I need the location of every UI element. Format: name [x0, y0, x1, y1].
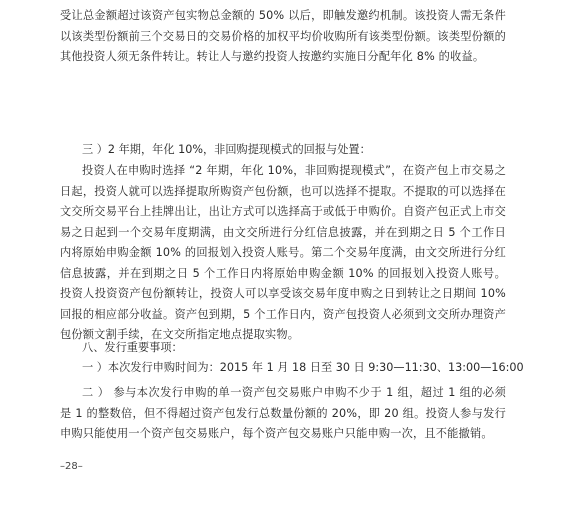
- section-8-heading: 八、发行重要事项：: [82, 341, 183, 354]
- page-number: –28–: [60, 461, 83, 472]
- section-3-body: 投资人在申购时选择 “2 年期，年化 10%，非回购提现模式”，在资产包上市交易之日起，投资人就可以选择提取所购资产包份额，也可以选择不提取。不提取的可以选择在文交所交易平台上挂牌出让，出让方式可以选择高于或低于申购价。自资产包正式上市交易之日起到一个交易年度期满，由文交所进行分红信息披露，并在到期之日 5 个工作日内将原始申购金额 10% 的回报划入投资人账号。第二个交易年度满，由文交所进行分红信息披露，并在到期之日 5 个工作日内将原始申购金额 10% 的回报划入投资人账号。投资人投资资产包份额转让，投资人可以享受该交易年度申购之日到转让之日期间 10% 回报的相应部分收益。资产包到期，5 个工作日内，资产包投资人必须到文交所办理资产包份额文割手续，在文交所指定地点提取实物。: [60, 164, 506, 341]
- item-2-subscription-rules: 二 ） 参与本次发行申购的单一资产包交易账户申购不少于 1 组，超过 1 组的必须是 1 的整数倍，但不得超过资产包发行总数量份额的 20%，即 20 组。投资人参与发行申购只能使用一个资产包交易账户，每个资产包交易账户只能申购一次，且不能撤销。: [60, 386, 506, 440]
- item-1-subscription-time: 一 ）本次发行申购时间为：2015 年 1 月 18 日至 30 日 9:30—11:30、13:00—16:00: [82, 361, 524, 374]
- section-3-heading: 三 ）2 年期，年化 10%，非回购提现模式的回报与处置：: [82, 143, 371, 156]
- paragraph-continued: 受让总金额超过该资产包实物总金额的 50% 以后，即触发邀约机制。该投资人需无条件以该类型份额前三个交易日的交易价格的加权平均价收购所有该类型份额。该类型份额的其他投资人须无条件转让。转让人与邀约投资人按邀约实施日分配年化 8% 的收益。: [60, 9, 506, 63]
